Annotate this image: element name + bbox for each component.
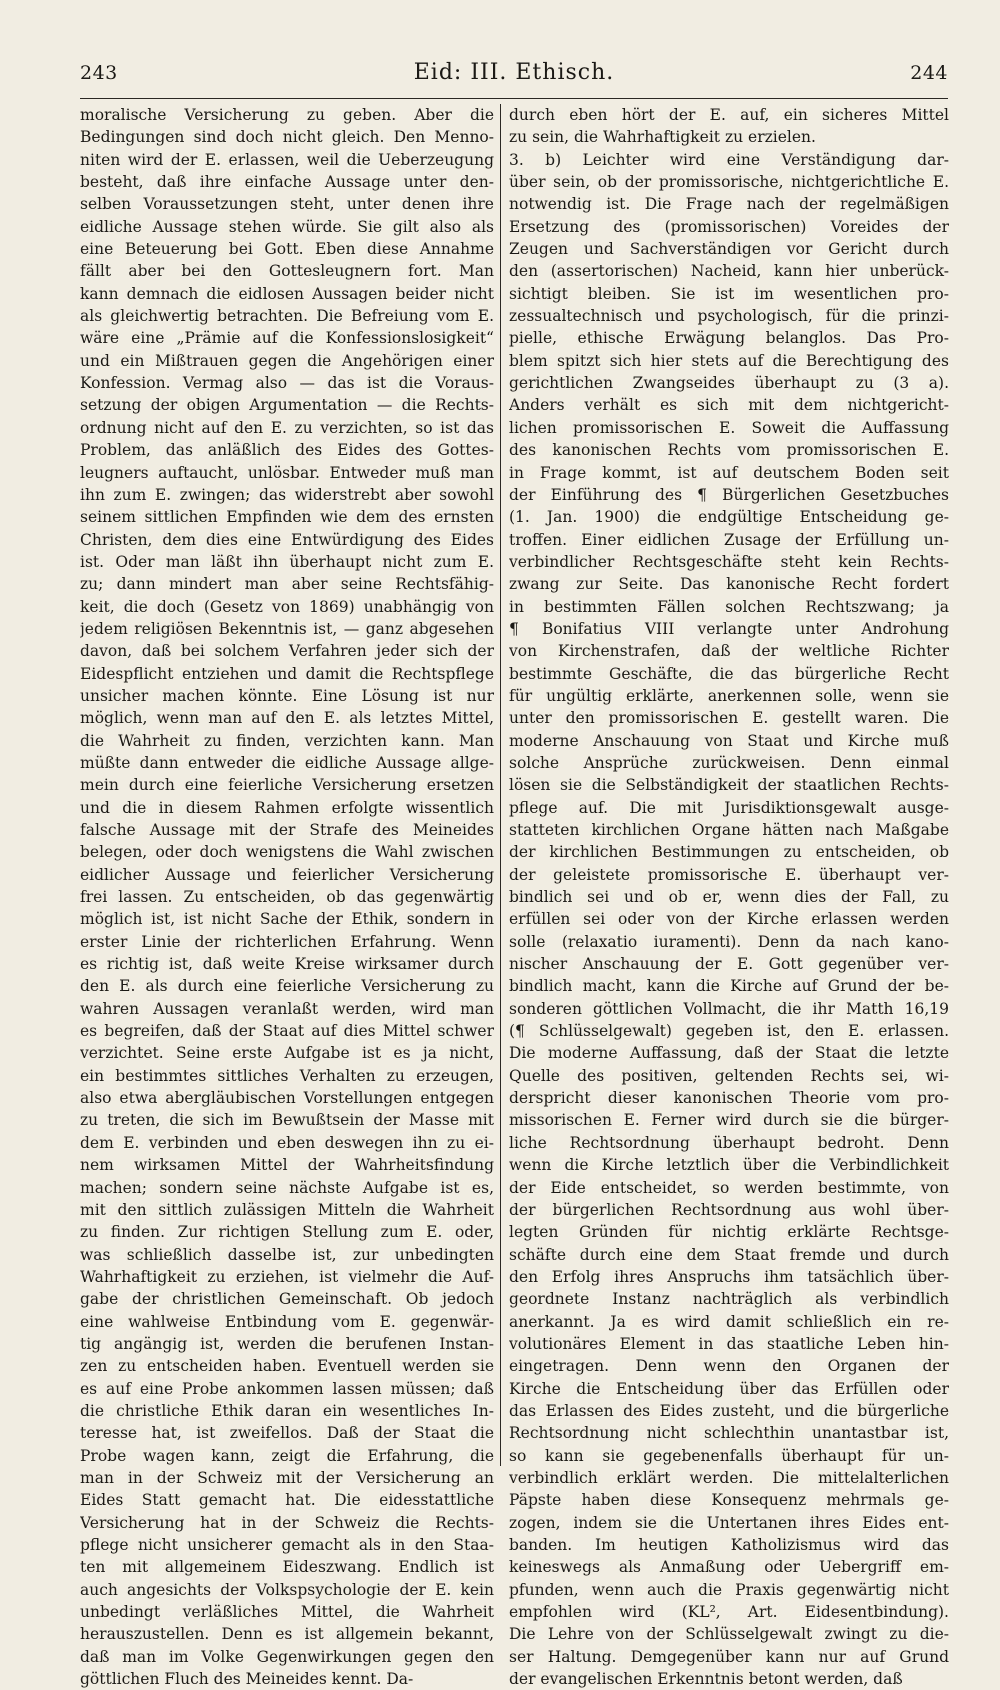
left-column: [80, 104, 494, 1690]
text-line: (1. Jan. 1900) die endgültige Entscheidung ge-: [509, 508, 949, 527]
text-line: leugners auftaucht, unlösbar. Entweder muß man: [80, 463, 494, 482]
text-line: missorischen E. Ferner wird durch sie die bürger-: [509, 1111, 949, 1130]
text-line: troffen. Einer eidlichen Zusage der Erfüllung un-: [509, 530, 949, 549]
text-line: der bürgerlichen Rechtsordnung aus wohl über-: [509, 1200, 949, 1219]
text-line: Probe wagen kann, zeigt die Erfahrung, die: [80, 1446, 494, 1465]
text-line: keineswegs als Anmaßung oder Uebergriff em-: [509, 1558, 949, 1577]
text-line: eingetragen. Denn wenn den Organen der: [509, 1357, 949, 1376]
text-line: ser Haltung. Demgegenüber kann nur auf Grund: [509, 1647, 949, 1666]
text-line: zwang zur Seite. Das kanonische Recht fordert: [509, 575, 949, 594]
text-line: Die moderne Auffassung, daß der Staat die letzte: [509, 1044, 949, 1063]
text-line: wahren Aussagen veranlaßt werden, wird man: [80, 999, 494, 1018]
text-line: zu finden. Zur richtigen Stellung zum E. oder,: [80, 1223, 494, 1242]
text-line: Christen, dem dies eine Entwürdigung des Eides: [80, 530, 494, 549]
text-line: und die in diesem Rahmen erfolgte wissentlich: [80, 798, 494, 817]
text-line: Anders verhält es sich mit dem nichtgericht-: [509, 396, 949, 415]
text-line: notwendig ist. Die Frage nach der regelmäßigen: [509, 195, 949, 214]
text-line: lösen sie die Selbständigkeit der staatlichen Rechts-: [509, 776, 949, 795]
text-line: zessualtechnisch und psychologisch, für die prinzi-: [509, 307, 949, 326]
text-line: jedem religiösen Bekenntnis ist, — ganz abgesehen: [80, 619, 494, 638]
text-line: selben Voraussetzungen steht, unter denen ihre: [80, 195, 494, 214]
text-line: mein durch eine feierliche Versicherung ersetzen: [80, 776, 494, 795]
text-line: pfunden, wenn auch die Praxis gegenwärtig nicht: [509, 1580, 949, 1599]
text-line: möglich ist, ist nicht Sache der Ethik, sondern in: [80, 910, 494, 929]
text-line: ten mit allgemeinem Eideszwang. Endlich ist: [80, 1558, 494, 1577]
text-line: möglich, wenn man auf den E. als letztes Mittel,: [80, 709, 494, 728]
page-number-right: 244: [910, 62, 948, 84]
text-line: eine Beteuerung bei Gott. Eben diese Annahme: [80, 240, 494, 259]
text-line: nischer Anschauung der E. Gott gegenüber ver-: [509, 955, 949, 974]
text-line: die christliche Ethik daran ein wesentliches In-: [80, 1401, 494, 1420]
text-line: liche Rechtsordnung überhaupt bedroht. Denn: [509, 1133, 949, 1152]
text-line: teresse hat, ist zweifellos. Daß der Staat die: [80, 1424, 494, 1443]
running-header: [80, 58, 948, 94]
text-line: der geleistete promissorische E. überhaupt ver-: [509, 865, 949, 884]
text-line: verbindlicher Rechtsgeschäfte steht kein Rechts-: [509, 552, 949, 571]
text-line: niten wird der E. erlassen, weil die Ueberzeugung: [80, 150, 494, 169]
text-line: es begreifen, daß der Staat auf dies Mittel schwer: [80, 1022, 494, 1041]
text-line: legten Gründen für nichtig erklärte Rechtsge-: [509, 1223, 949, 1242]
text-line: unsicher machen könnte. Eine Lösung ist nur: [80, 686, 494, 705]
text-line: in Frage kommt, ist auf deutschem Boden seit: [509, 463, 949, 482]
text-line: mit den sittlich zulässigen Mitteln die Wahrheit: [80, 1200, 494, 1219]
text-line: Die Lehre von der Schlüsselgewalt zwingt zu die-: [509, 1625, 949, 1644]
text-line: der evangelischen Erkenntnis betont werden, daß: [509, 1670, 903, 1689]
text-line: gabe der christlichen Gemeinschaft. Ob jedoch: [80, 1290, 494, 1309]
text-line: so kann sie gegebenenfalls überhaupt für un-: [509, 1446, 949, 1465]
text-line: also etwa abergläubischen Vorstellungen entgegen: [80, 1089, 494, 1108]
text-line: das Erlassen des Eides zusteht, und die bürgerliche: [509, 1401, 949, 1420]
text-line: schäfte durch eine dem Staat fremde und durch: [509, 1245, 949, 1264]
text-line: zu sein, die Wahrhaftigkeit zu erzielen.: [509, 128, 816, 147]
text-line: derspricht dieser kanonischen Theorie vom pro-: [509, 1089, 949, 1108]
text-line: empfohlen wird (KL², Art. Eidesentbindung).: [509, 1603, 949, 1622]
text-line: es richtig ist, daß weite Kreise wirksamer durch: [80, 955, 494, 974]
text-line: Bedingungen sind doch nicht gleich. Den Menno-: [80, 128, 494, 147]
text-line: Kirche die Entscheidung über das Erfüllen oder: [509, 1379, 949, 1398]
text-line: geordnete Instanz nachträglich als verbindlich: [509, 1290, 949, 1309]
text-line: und ein Mißtrauen gegen die Angehörigen einer: [80, 351, 494, 370]
text-line: erster Linie der richterlichen Erfahrung. Wenn: [80, 932, 494, 951]
text-line: eidlicher Aussage und feierlicher Versicherung: [80, 865, 494, 884]
text-line: auch angesichts der Volkspsychologie der E. kein: [80, 1580, 494, 1599]
text-line: was schließlich dasselbe ist, zur unbedingten: [80, 1245, 494, 1264]
text-line: als gleichwertig betrachten. Die Befreiung vom E.: [80, 307, 494, 326]
text-line: die Wahrheit zu finden, verzichten kann. Man: [80, 731, 494, 750]
text-line: tig angängig ist, werden die berufenen Instan-: [80, 1334, 494, 1353]
running-title: Eid: III. Ethisch.: [413, 60, 615, 85]
text-line: Eidespflicht entziehen und damit die Rechtspflege: [80, 664, 494, 683]
text-line: es auf eine Probe ankommen lassen müssen; daß: [80, 1379, 494, 1398]
text-line: belegen, oder doch wenigstens die Wahl zwischen: [80, 843, 494, 862]
text-line: ordnung nicht auf den E. zu verzichten, so ist das: [80, 418, 494, 437]
text-line: Rechtsordnung nicht schlechthin unantastbar ist,: [509, 1424, 949, 1443]
text-line: solle (relaxatio iuramenti). Denn da nach kano-: [509, 932, 949, 951]
text-line: verbindlich erklärt werden. Die mittelalterlichen: [509, 1468, 949, 1487]
text-line: von Kirchenstrafen, daß der weltliche Richter: [509, 642, 949, 661]
right-column: [509, 104, 949, 1690]
text-line: ¶ Bonifatius VIII verlangte unter Androhung: [509, 619, 949, 638]
text-line: zu; dann mindert man aber seine Rechtsfähig-: [80, 575, 494, 594]
text-line: wäre eine „Prämie auf die Konfessionslosigkeit“: [80, 329, 494, 348]
text-line: der Einführung des ¶ Bürgerlichen Gesetzbuches: [509, 485, 949, 504]
text-line: eine wahlweise Entbindung vom E. gegenwär-: [80, 1312, 494, 1331]
text-line: erfüllen sei oder von der Kirche erlassen werden: [509, 910, 949, 929]
header-rule: [80, 98, 948, 99]
column-divider: [500, 104, 501, 1466]
text-line: den E. als durch eine feierliche Versicherung zu: [80, 977, 494, 996]
text-line: 3. b) Leichter wird eine Verständigung dar-: [509, 150, 949, 169]
text-line: Ersetzung des (promissorischen) Voreides der: [509, 217, 949, 236]
text-line: dem E. verbinden und eben deswegen ihn zu ei-: [80, 1133, 494, 1152]
text-line: Versicherung hat in der Schweiz die Rechts-: [80, 1513, 494, 1532]
text-line: ist. Oder man läßt ihn überhaupt nicht zum E.: [80, 552, 494, 571]
text-line: des kanonischen Rechts vom promissorischen E.: [509, 441, 949, 460]
text-line: zen zu entscheiden haben. Eventuell werden sie: [80, 1357, 494, 1376]
text-line: besteht, daß ihre einfache Aussage unter den-: [80, 173, 494, 192]
text-line: moralische Versicherung zu geben. Aber die: [80, 106, 494, 124]
text-line: bindlich sei und ob er, wenn dies der Fall, zu: [509, 888, 949, 907]
text-line: Quelle des positiven, geltenden Rechts sei, wi-: [509, 1066, 949, 1085]
text-line: sonderen göttlichen Vollmacht, die ihr Matth 16,19: [509, 999, 949, 1018]
text-line: setzung der obigen Argumentation — die Rechts-: [80, 396, 494, 415]
text-line: gerichtlichen Zwangseides überhaupt zu (3 a).: [509, 374, 949, 393]
text-line: moderne Anschauung von Staat und Kirche muß: [509, 731, 949, 750]
text-line: seinem sittlichen Empfinden wie dem des ernsten: [80, 508, 494, 527]
page-number-left: 243: [80, 62, 118, 84]
text-line: den Erfolg ihres Anspruchs ihm tatsächlich über-: [509, 1267, 949, 1286]
text-line: sichtigt bleiben. Sie ist im wesentlichen pro-: [509, 284, 949, 303]
text-line: statteten kirchlichen Organe hätten nach Maßgabe: [509, 821, 949, 839]
text-line: banden. Im heutigen Katholizismus wird das: [509, 1536, 949, 1554]
text-line: Problem, das anläßlich des Eides des Gottes-: [80, 441, 494, 460]
text-line: zogen, indem sie die Untertanen ihres Eides ent-: [509, 1513, 949, 1532]
text-line: bestimmte Geschäfte, die das bürgerliche Recht: [509, 664, 949, 683]
text-line: ihn zum E. zwingen; das widerstrebt aber sowohl: [80, 485, 494, 504]
text-line: pielle, ethische Erwägung belanglos. Das Pro-: [509, 329, 949, 348]
text-line: keit, die doch (Gesetz von 1869) unabhängig von: [80, 597, 494, 616]
text-line: blem spitzt sich hier stets auf die Berechtigung des: [509, 351, 949, 370]
text-line: anerkannt. Ja es wird damit schließlich ein re-: [509, 1312, 949, 1331]
text-line: zu treten, die sich im Bewußtsein der Masse mit: [80, 1111, 494, 1130]
text-line: der Eide entscheidet, so werden bestimmte, von: [509, 1178, 949, 1197]
text-line: nem wirksamen Mittel der Wahrheitsfindung: [80, 1156, 494, 1175]
text-line: daß man im Volke Gegenwirkungen gegen den: [80, 1647, 494, 1666]
text-line: müßte dann entweder die eidliche Aussage allge-: [80, 753, 494, 772]
text-line: kann demnach die eidlosen Aussagen beider nicht: [80, 284, 494, 303]
text-line: eidliche Aussage stehen würde. Sie gilt also als: [80, 217, 494, 236]
text-line: bindlich macht, kann die Kirche auf Grund der be-: [509, 977, 949, 996]
text-line: machen; sondern seine nächste Aufgabe ist es,: [80, 1178, 494, 1197]
text-line: davon, daß bei solchem Verfahren jeder sich der: [80, 642, 494, 661]
text-line: den (assertorischen) Nacheid, kann hier unberück-: [509, 262, 949, 281]
text-line: über sein, ob der promissorische, nichtgerichtliche E.: [509, 173, 949, 192]
text-line: der kirchlichen Bestimmungen zu entscheiden, ob: [509, 843, 949, 862]
text-line: verzichtet. Seine erste Aufgabe ist es ja nicht,: [80, 1044, 494, 1063]
text-line: für ungültig erklärte, anerkennen solle, wenn sie: [509, 686, 949, 705]
text-line: pflege nicht unsicherer gemacht als in den Staa-: [80, 1536, 494, 1554]
text-line: wenn die Kirche letztlich über die Verbindlichkeit: [509, 1156, 949, 1175]
text-line: Eides Statt gemacht hat. Die eidesstattliche: [80, 1491, 494, 1510]
text-line: falsche Aussage mit der Strafe des Meineides: [80, 821, 494, 839]
text-line: volutionäres Element in das staatliche Leben hin-: [509, 1334, 949, 1353]
text-line: in bestimmten Fällen solchen Rechtszwang; ja: [509, 597, 949, 616]
text-line: Konfession. Vermag also — das ist die Voraus-: [80, 374, 494, 393]
text-line: durch eben hört der E. auf, ein sicheres Mittel: [509, 106, 949, 124]
text-line: solche Ansprüche zurückweisen. Denn einmal: [509, 753, 949, 772]
text-line: Päpste haben diese Konsequenz mehrmals ge-: [509, 1491, 949, 1510]
text-line: ein bestimmtes sittliches Verhalten zu erzeugen,: [80, 1066, 494, 1085]
text-line: frei lassen. Zu entscheiden, ob das gegenwärtig: [80, 888, 494, 907]
text-line: (¶ Schlüsselgewalt) gegeben ist, den E. erlassen.: [509, 1022, 949, 1041]
text-line: herauszustellen. Denn es ist allgemein bekannt,: [80, 1625, 494, 1644]
text-line: göttlichen Fluch des Meineides kennt. Da-: [80, 1670, 414, 1689]
text-line: Wahrhaftigkeit zu erziehen, ist vielmehr die Auf-: [80, 1267, 494, 1286]
text-line: pflege auf. Die mit Jurisdiktionsgewalt ausge-: [509, 798, 949, 817]
text-line: man in der Schweiz mit der Versicherung an: [80, 1468, 494, 1487]
text-line: unbedingt verläßliches Mittel, die Wahrheit: [80, 1603, 494, 1622]
text-line: fällt aber bei den Gottesleugnern fort. Man: [80, 262, 494, 281]
text-line: Zeugen und Sachverständigen vor Gericht durch: [509, 240, 949, 259]
text-line: lichen promissorischen E. Soweit die Auffassung: [509, 418, 949, 437]
text-line: unter den promissorischen E. gestellt waren. Die: [509, 709, 949, 728]
